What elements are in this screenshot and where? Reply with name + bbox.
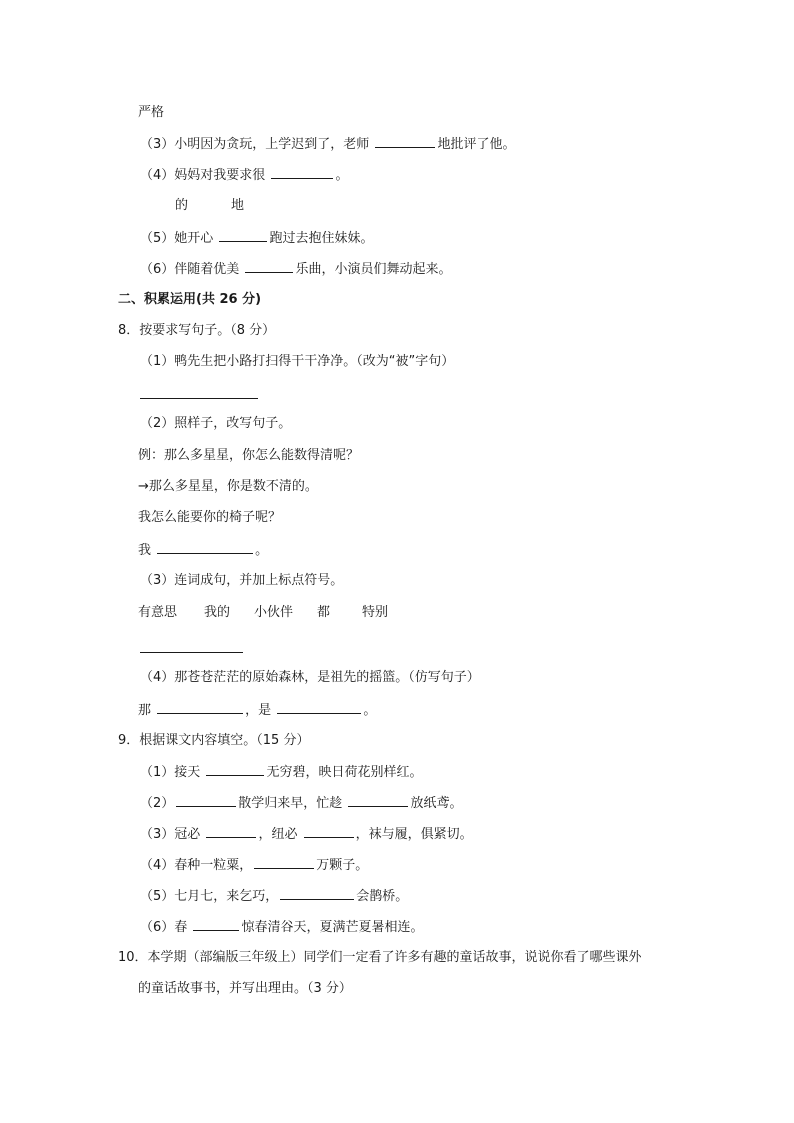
- item-text: 春: [174, 920, 188, 935]
- item-text: 小明因为贪玩，上学迟到了，老师: [174, 137, 370, 152]
- q8-sub-1: （1）鸭先生把小路打扫得干干净净。（改为“被”字句）: [140, 354, 455, 369]
- example-rewrite: →那么多星星，你是数不清的。: [138, 479, 318, 494]
- item-number: （6）: [140, 920, 175, 935]
- option-word-strict: 严格: [138, 105, 165, 120]
- q8-title: 8．按要求写句子。（8 分）: [118, 323, 276, 338]
- answer-blank[interactable]: [348, 794, 408, 807]
- item-number: （3）: [140, 137, 175, 152]
- item-text: 乐曲，小演员们舞动起来。: [295, 262, 452, 277]
- answer-blank[interactable]: [375, 135, 435, 148]
- word-tile: 有意思: [138, 605, 178, 620]
- answer-mid: ，是: [245, 703, 272, 718]
- item-text: 伴随着优美: [174, 262, 240, 277]
- item-text: 散学归来早，忙趁: [238, 796, 343, 811]
- answer-suffix: 。: [363, 703, 377, 718]
- item-number: （2）: [140, 796, 175, 811]
- item-text: 跑过去抱住妹妹。: [269, 231, 374, 246]
- answer-blank[interactable]: [157, 541, 253, 554]
- item-number: （6）: [140, 262, 175, 277]
- answer-blank[interactable]: [304, 825, 354, 838]
- option-word-de: 的: [175, 198, 189, 213]
- item-number: （4）: [140, 858, 175, 873]
- answer-prefix: 那: [138, 703, 152, 718]
- q7-item-3: [140, 135, 515, 154]
- example-sentence: 例：那么多星星，你怎么能数得清呢？: [138, 448, 360, 463]
- item-number: （4）: [140, 168, 175, 183]
- q9-item-1: [140, 763, 422, 782]
- answer-blank[interactable]: [271, 166, 333, 179]
- item-text: 万颗子。: [316, 858, 369, 873]
- answer-blank[interactable]: [157, 701, 243, 714]
- answer-blank[interactable]: [176, 794, 236, 807]
- answer-blank[interactable]: [206, 763, 264, 776]
- item-text: 会鹊桥。: [356, 889, 409, 904]
- word-tile: 小伙伴: [254, 605, 294, 620]
- answer-line[interactable]: [140, 652, 243, 653]
- item-text: 她开心: [174, 231, 214, 246]
- answer-prefix: 我: [138, 543, 152, 558]
- item-text: 春种一粒粟，: [174, 858, 253, 873]
- q8-sub-4: （4）那苍苍茫茫的原始森林，是祖先的摇篮。（仿写句子）: [140, 670, 480, 685]
- item-number: （3）: [140, 827, 175, 842]
- item-text: 惊春清谷天，夏满芒夏暑相连。: [241, 920, 424, 935]
- item-text: 冠必: [174, 827, 201, 842]
- item-number: （1）: [140, 765, 175, 780]
- item-text: 妈妈对我要求很: [174, 168, 266, 183]
- q8-sub-3: （3）连词成句，并加上标点符号。: [140, 573, 344, 588]
- q10-text-line-2: 的童话故事书，并写出理由。（3 分）: [138, 981, 352, 996]
- q9-item-4: [140, 856, 368, 875]
- section-heading: 二、积累运用(共 26 分): [118, 292, 262, 307]
- practice-answer: [138, 541, 268, 560]
- answer-suffix: 。: [255, 543, 269, 558]
- word-tile: 特别: [362, 605, 389, 620]
- q9-item-5: [140, 887, 408, 906]
- item-text: 七月七，来乞巧，: [174, 889, 279, 904]
- imitation-answer: [138, 701, 376, 720]
- word-tile: 我的: [204, 605, 231, 620]
- item-text: 放纸鸢。: [410, 796, 463, 811]
- item-text: 接天: [174, 765, 201, 780]
- q10-text-line-1: 10．本学期（部编版三年级上）同学们一定看了许多有趣的童话故事，说说你看了哪些课外: [118, 950, 642, 965]
- q7-item-5: [140, 229, 373, 248]
- q9-item-2: [140, 794, 462, 813]
- q9-title: 9．根据课文内容填空。（15 分）: [118, 733, 310, 748]
- answer-blank[interactable]: [280, 887, 354, 900]
- answer-line[interactable]: [140, 398, 258, 399]
- q9-item-3: [140, 825, 473, 844]
- q7-item-4: [140, 166, 348, 185]
- q7-item-6: [140, 260, 451, 279]
- item-text: 无穷碧，映日荷花别样红。: [266, 765, 423, 780]
- option-word-di: 地: [231, 198, 245, 213]
- item-text: ，袜与履，俱紧切。: [355, 827, 473, 842]
- answer-blank[interactable]: [219, 229, 267, 242]
- q9-item-6: [140, 918, 423, 937]
- item-number: （5）: [140, 231, 175, 246]
- q8-sub-2: （2）照样子，改写句子。: [140, 416, 292, 431]
- answer-blank[interactable]: [206, 825, 256, 838]
- answer-blank[interactable]: [245, 260, 293, 273]
- item-text: 地批评了他。: [437, 137, 516, 152]
- item-number: （5）: [140, 889, 175, 904]
- practice-question: 我怎么能要你的椅子呢？: [138, 510, 282, 525]
- answer-blank[interactable]: [254, 856, 314, 869]
- answer-blank[interactable]: [277, 701, 361, 714]
- item-text: 。: [335, 168, 349, 183]
- word-tile: 都: [317, 605, 331, 620]
- item-text: ，纽必: [258, 827, 298, 842]
- answer-blank[interactable]: [193, 918, 239, 931]
